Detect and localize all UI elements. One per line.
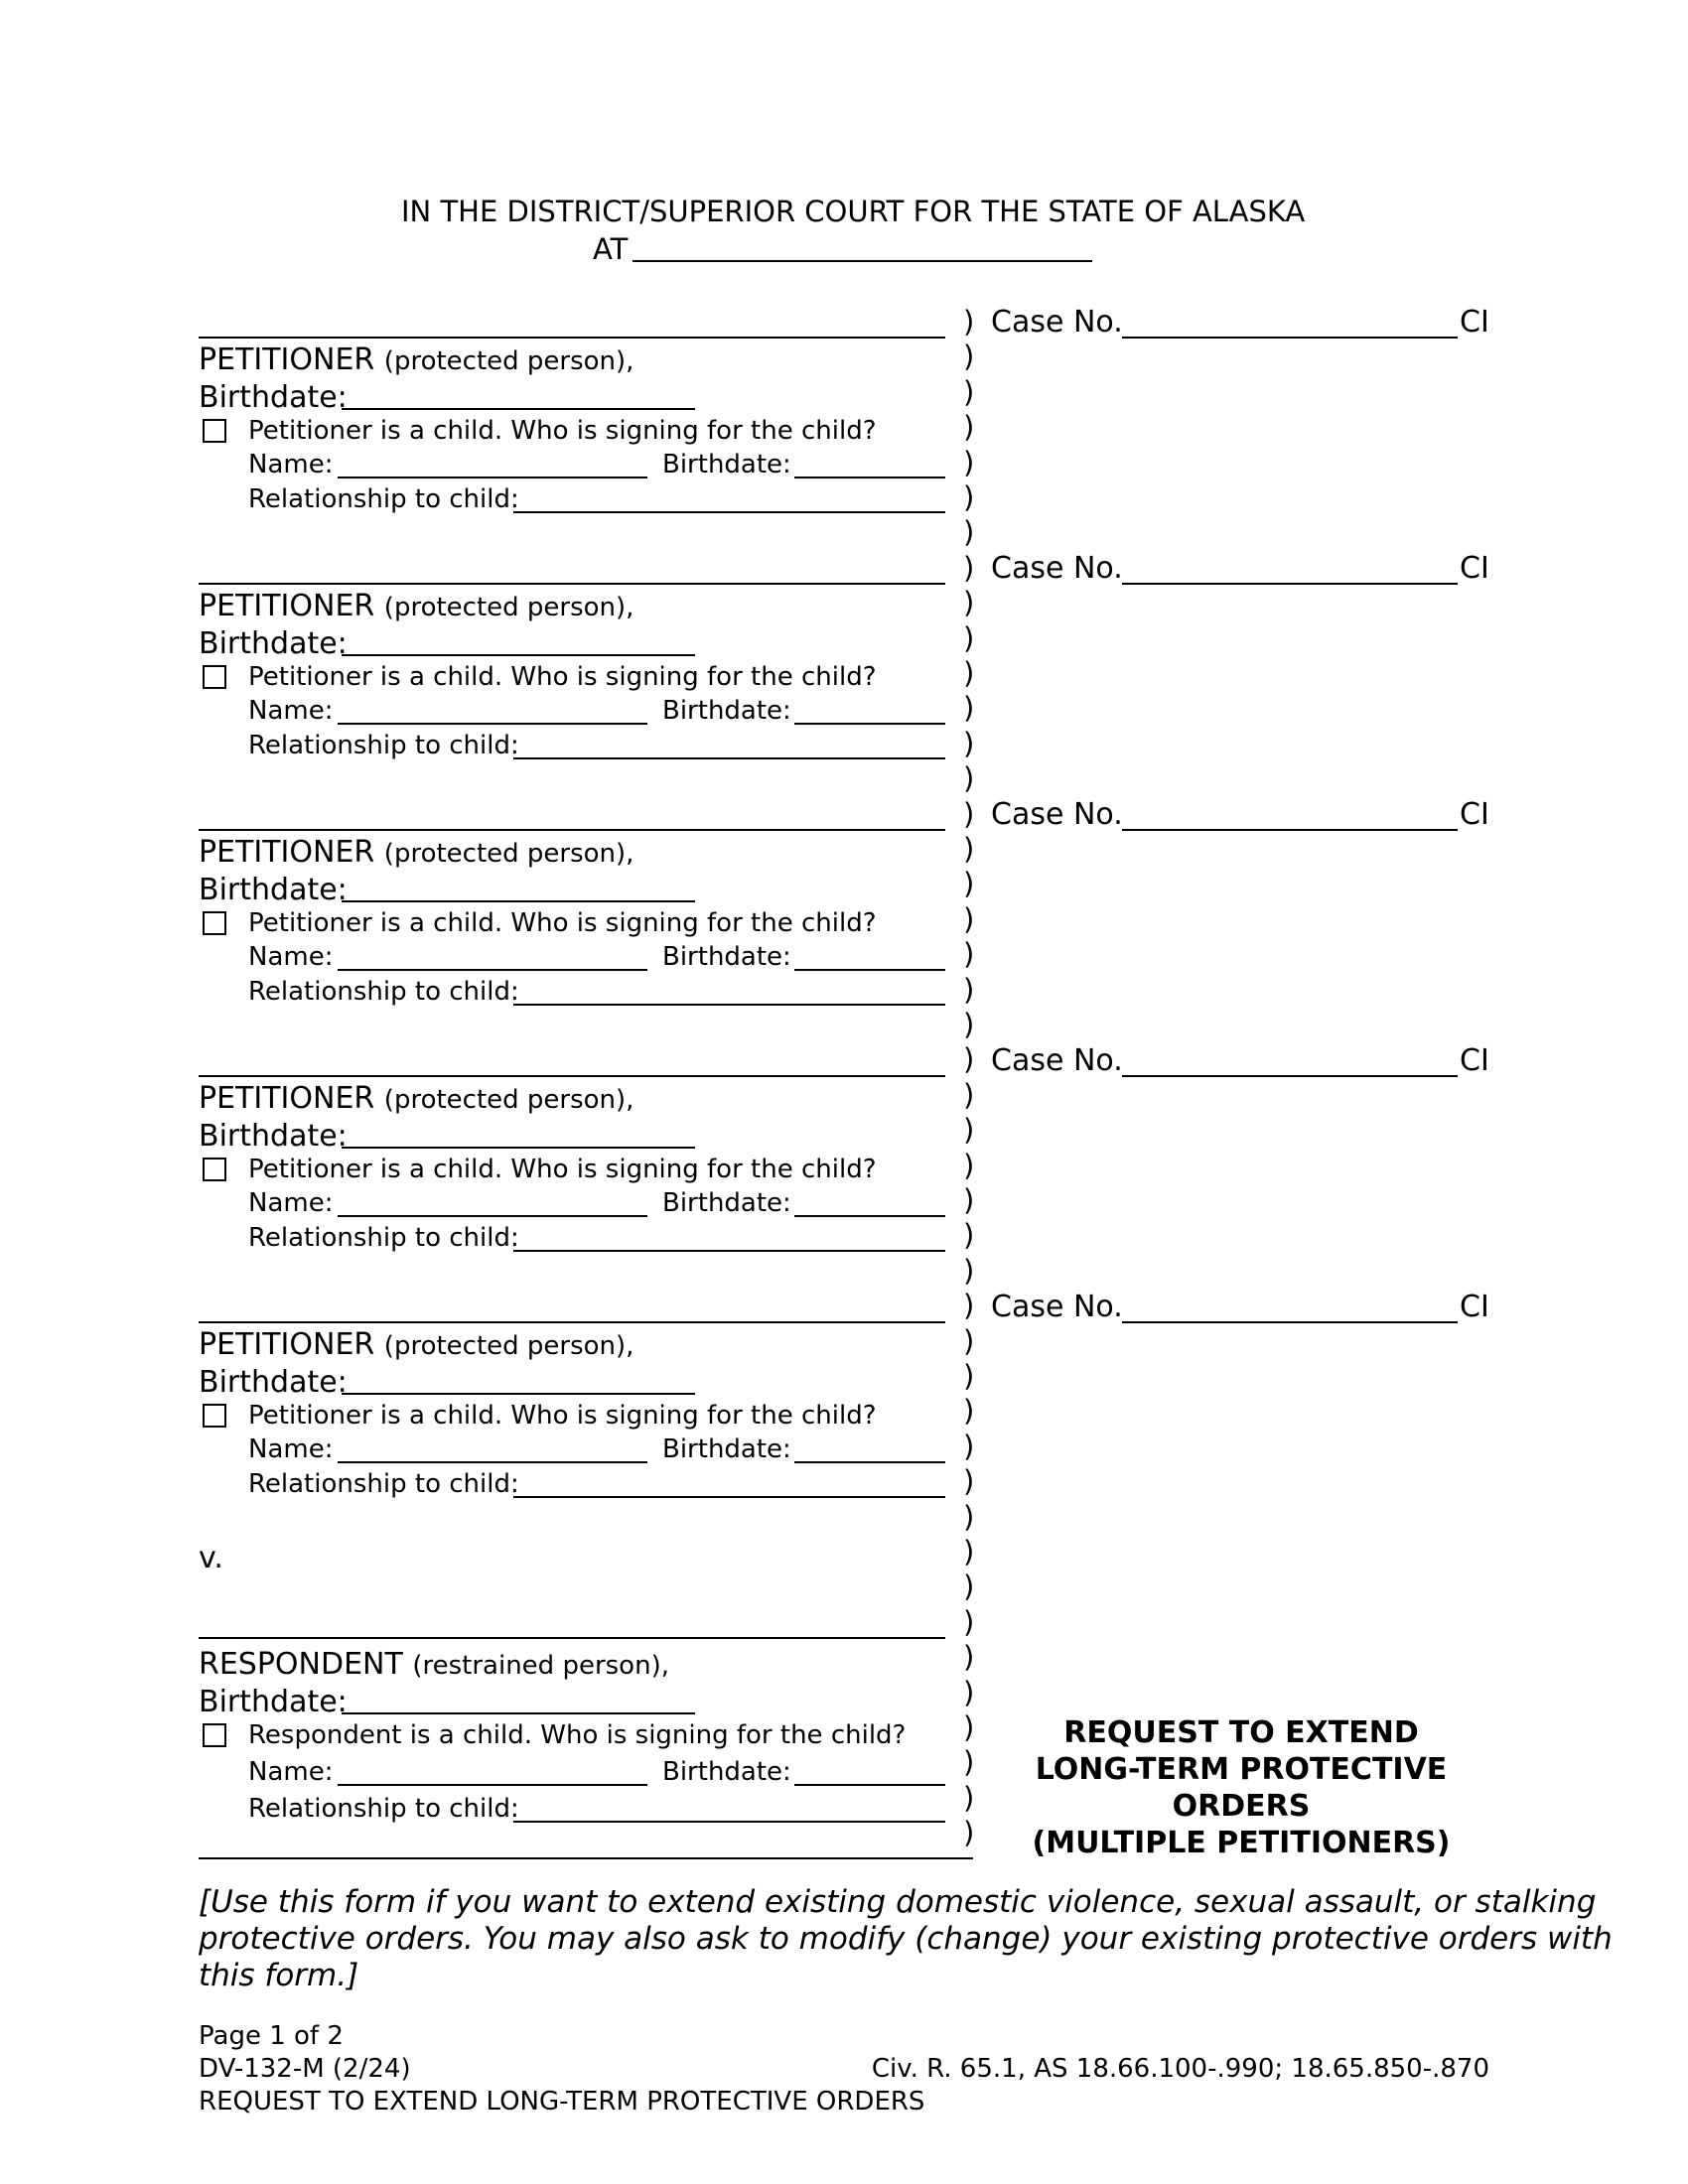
caption-paren: ) [963,621,975,655]
relationship-field[interactable] [513,1004,945,1006]
petitioner-birthdate-field[interactable] [342,654,695,656]
caption-paren: ) [963,973,975,1007]
petitioner-birthdate-label: Birthdate: [199,1365,348,1400]
petitioner-name-field[interactable] [199,1075,945,1077]
respondent-birthdate-label: Birthdate: [199,1685,348,1719]
respondent-relationship-field[interactable] [513,1821,945,1823]
caption-paren: ) [963,1710,975,1744]
caption-paren: ) [963,1394,975,1428]
caption-paren: ) [963,937,975,971]
case-number-suffix: CI [1460,1290,1489,1324]
versus-label: v. [199,1541,223,1575]
form-title-line-4: (MULTIPLE PETITIONERS) [1032,1826,1451,1860]
caption-paren: ) [963,1605,975,1639]
caption-paren: ) [963,727,975,760]
caption-paren: ) [963,551,975,585]
respondent-signer-name-label: Name: [248,1757,334,1787]
respondent-signer-birthdate-label: Birthdate: [662,1757,791,1787]
caption-paren: ) [963,1535,975,1569]
petitioner-birthdate-field[interactable] [342,900,695,902]
form-title-line-2: LONG-TERM PROTECTIVE [1035,1752,1448,1787]
case-number-label: Case No. [991,551,1123,586]
caption-paren: ) [963,1183,975,1217]
form-title-line-1: REQUEST TO EXTEND [1063,1715,1419,1750]
court-heading: IN THE DISTRICT/SUPERIOR COURT FOR THE STATE OF ALASKA [401,195,1306,228]
petitioner-label: PETITIONER [199,835,375,870]
caption-paren: ) [963,515,975,549]
signer-name-field[interactable] [338,969,647,971]
relationship-label: Relationship to child: [248,731,519,760]
respondent-label: RESPONDENT [199,1647,403,1682]
petitioner-name-field[interactable] [199,829,945,831]
respondent-sublabel: (restrained person), [412,1651,669,1681]
relationship-field[interactable] [513,1496,945,1498]
respondent-label-line [199,1647,669,1682]
relationship-label: Relationship to child: [248,1223,519,1253]
caption-paren: ) [963,832,975,866]
respondent-signer-name-field[interactable] [338,1784,647,1786]
caption-paren: ) [963,797,975,831]
caption-paren: ) [963,586,975,619]
petitioner-label: PETITIONER [199,342,375,377]
relationship-label: Relationship to child: [248,484,519,514]
caption-paren: ) [963,867,975,900]
caption-paren: ) [963,305,975,339]
petitioner-sublabel: (protected person), [383,1331,634,1361]
petitioner-child-checkbox[interactable] [203,1158,226,1181]
footer-form-title: REQUEST TO EXTEND LONG-TERM PROTECTIVE ORDERS [199,2087,925,2116]
petitioner-child-checkbox[interactable] [203,911,226,935]
caption-paren: ) [963,340,975,373]
signer-name-field[interactable] [338,1461,647,1463]
case-number-suffix: CI [1460,305,1489,340]
caption-paren: ) [963,1570,975,1603]
petitioner-child-text: Petitioner is a child. Who is signing for the child? [248,416,877,446]
caption-paren: ) [963,902,975,936]
case-number-label: Case No. [991,1290,1123,1324]
signer-birthdate-field[interactable] [794,1461,945,1463]
case-number-field[interactable] [1122,583,1458,585]
caption-paren: ) [963,1359,975,1393]
petitioner-sublabel: (protected person), [383,346,634,376]
respondent-relationship-label: Relationship to child: [248,1794,519,1824]
signer-birthdate-field[interactable] [794,477,945,478]
footer-rules: Civ. R. 65.1, AS 18.66.100-.990; 18.65.850-.870 [871,2054,1489,2084]
signer-birthdate-field[interactable] [794,723,945,725]
petitioner-child-text: Petitioner is a child. Who is signing for the child? [248,662,877,692]
signer-name-label: Name: [248,1188,334,1218]
petitioner-label-line [199,342,633,377]
caption-paren: ) [963,1745,975,1779]
court-location-label: AT [593,232,629,266]
relationship-field[interactable] [513,757,945,759]
respondent-birthdate-field[interactable] [342,1712,695,1714]
caption-paren: ) [963,1042,975,1076]
caption-paren: ) [963,1464,975,1498]
petitioner-label-line [199,1327,633,1362]
instructions-line-2: protective orders. You may also ask to modify (change) your existing protective orders with [199,1921,1613,1957]
signer-birthdate-label: Birthdate: [662,1434,791,1464]
petitioner-name-field[interactable] [199,583,945,585]
caption-paren: ) [963,446,975,479]
caption-paren: ) [963,1500,975,1534]
caption-paren: ) [963,1640,975,1674]
caption-paren: ) [963,1078,975,1112]
signer-name-field[interactable] [338,1215,647,1217]
footer-page-number: Page 1 of 2 [199,2021,344,2051]
caption-paren: ) [963,1218,975,1252]
footer-form-id: DV-132-M (2/24) [199,2054,411,2084]
caption-paren: ) [963,656,975,690]
petitioner-birthdate-field[interactable] [342,1147,695,1149]
case-number-suffix: CI [1460,797,1489,832]
caption-paren: ) [963,410,975,444]
petitioner-label: PETITIONER [199,1081,375,1116]
caption-paren: ) [963,1113,975,1147]
relationship-label: Relationship to child: [248,977,519,1007]
instructions-line-1: [Use this form if you want to extend existing domestic violence, sexual assault, or stalking [199,1884,1597,1920]
petitioner-birthdate-label: Birthdate: [199,380,348,415]
relationship-field[interactable] [513,1250,945,1252]
petitioner-label: PETITIONER [199,589,375,623]
signer-birthdate-label: Birthdate: [662,450,791,479]
petitioner-sublabel: (protected person), [383,1085,634,1115]
case-number-label: Case No. [991,797,1123,832]
petitioner-child-checkbox[interactable] [203,1404,226,1428]
signer-birthdate-label: Birthdate: [662,696,791,726]
instructions-line-3: this form.] [199,1958,359,1993]
signer-name-label: Name: [248,450,334,479]
respondent-signer-birthdate-field[interactable] [794,1784,945,1786]
respondent-child-checkbox[interactable] [203,1723,226,1747]
petitioner-sublabel: (protected person), [383,839,634,869]
caption-paren: ) [963,1676,975,1709]
respondent-name-field[interactable] [199,1637,945,1639]
court-location-field[interactable] [633,260,1092,262]
case-number-label: Case No. [991,305,1123,340]
petitioner-birthdate-label: Birthdate: [199,1119,348,1154]
caption-paren: ) [963,1324,975,1358]
caption-paren: ) [963,761,975,795]
case-number-suffix: CI [1460,1043,1489,1078]
petitioner-label: PETITIONER [199,1327,375,1362]
signer-birthdate-label: Birthdate: [662,1188,791,1218]
case-number-field[interactable] [1122,1075,1458,1077]
caption-paren: ) [963,1816,975,1849]
caption-paren: ) [963,1149,975,1182]
signer-name-label: Name: [248,696,334,726]
case-number-suffix: CI [1460,551,1489,586]
signer-birthdate-label: Birthdate: [662,942,791,972]
case-number-field[interactable] [1122,829,1458,831]
relationship-field[interactable] [513,511,945,513]
petitioner-child-text: Petitioner is a child. Who is signing for the child? [248,1155,877,1184]
petitioner-label-line [199,835,633,870]
petitioner-birthdate-label: Birthdate: [199,626,348,661]
relationship-label: Relationship to child: [248,1469,519,1499]
signer-birthdate-field[interactable] [794,969,945,971]
petitioner-label-line [199,1081,633,1116]
signer-name-label: Name: [248,1434,334,1464]
petitioner-child-text: Petitioner is a child. Who is signing for the child? [248,1401,877,1431]
signer-birthdate-field[interactable] [794,1215,945,1217]
form-title-line-3: ORDERS [1172,1789,1311,1824]
respondent-child-text: Respondent is a child. Who is signing for the child? [248,1720,907,1750]
case-number-field[interactable] [1122,337,1458,339]
caption-paren: ) [963,375,975,409]
caption-paren: ) [963,1254,975,1288]
signer-name-field[interactable] [338,723,647,725]
signer-name-label: Name: [248,942,334,972]
case-number-label: Case No. [991,1043,1123,1078]
form-title-block [1013,1714,1470,1861]
instructions-block [199,1884,1613,1994]
caption-paren: ) [963,691,975,725]
case-number-field[interactable] [1122,1321,1458,1323]
caption-paren: ) [963,1781,975,1815]
petitioner-child-checkbox[interactable] [203,665,226,689]
signer-name-field[interactable] [338,477,647,478]
petitioner-child-checkbox[interactable] [203,419,226,443]
petitioner-label-line [199,589,633,623]
caption-paren: ) [963,1289,975,1322]
petitioner-birthdate-field[interactable] [342,408,695,410]
petitioner-birthdate-label: Birthdate: [199,873,348,907]
petitioner-name-field[interactable] [199,1321,945,1323]
caption-paren: ) [963,480,975,514]
petitioner-sublabel: (protected person), [383,593,634,622]
caption-paren: ) [963,1430,975,1463]
petitioner-child-text: Petitioner is a child. Who is signing for the child? [248,908,877,938]
petitioner-birthdate-field[interactable] [342,1393,695,1395]
caption-bottom-rule [199,1857,973,1859]
caption-paren: ) [963,1008,975,1041]
petitioner-name-field[interactable] [199,337,945,339]
